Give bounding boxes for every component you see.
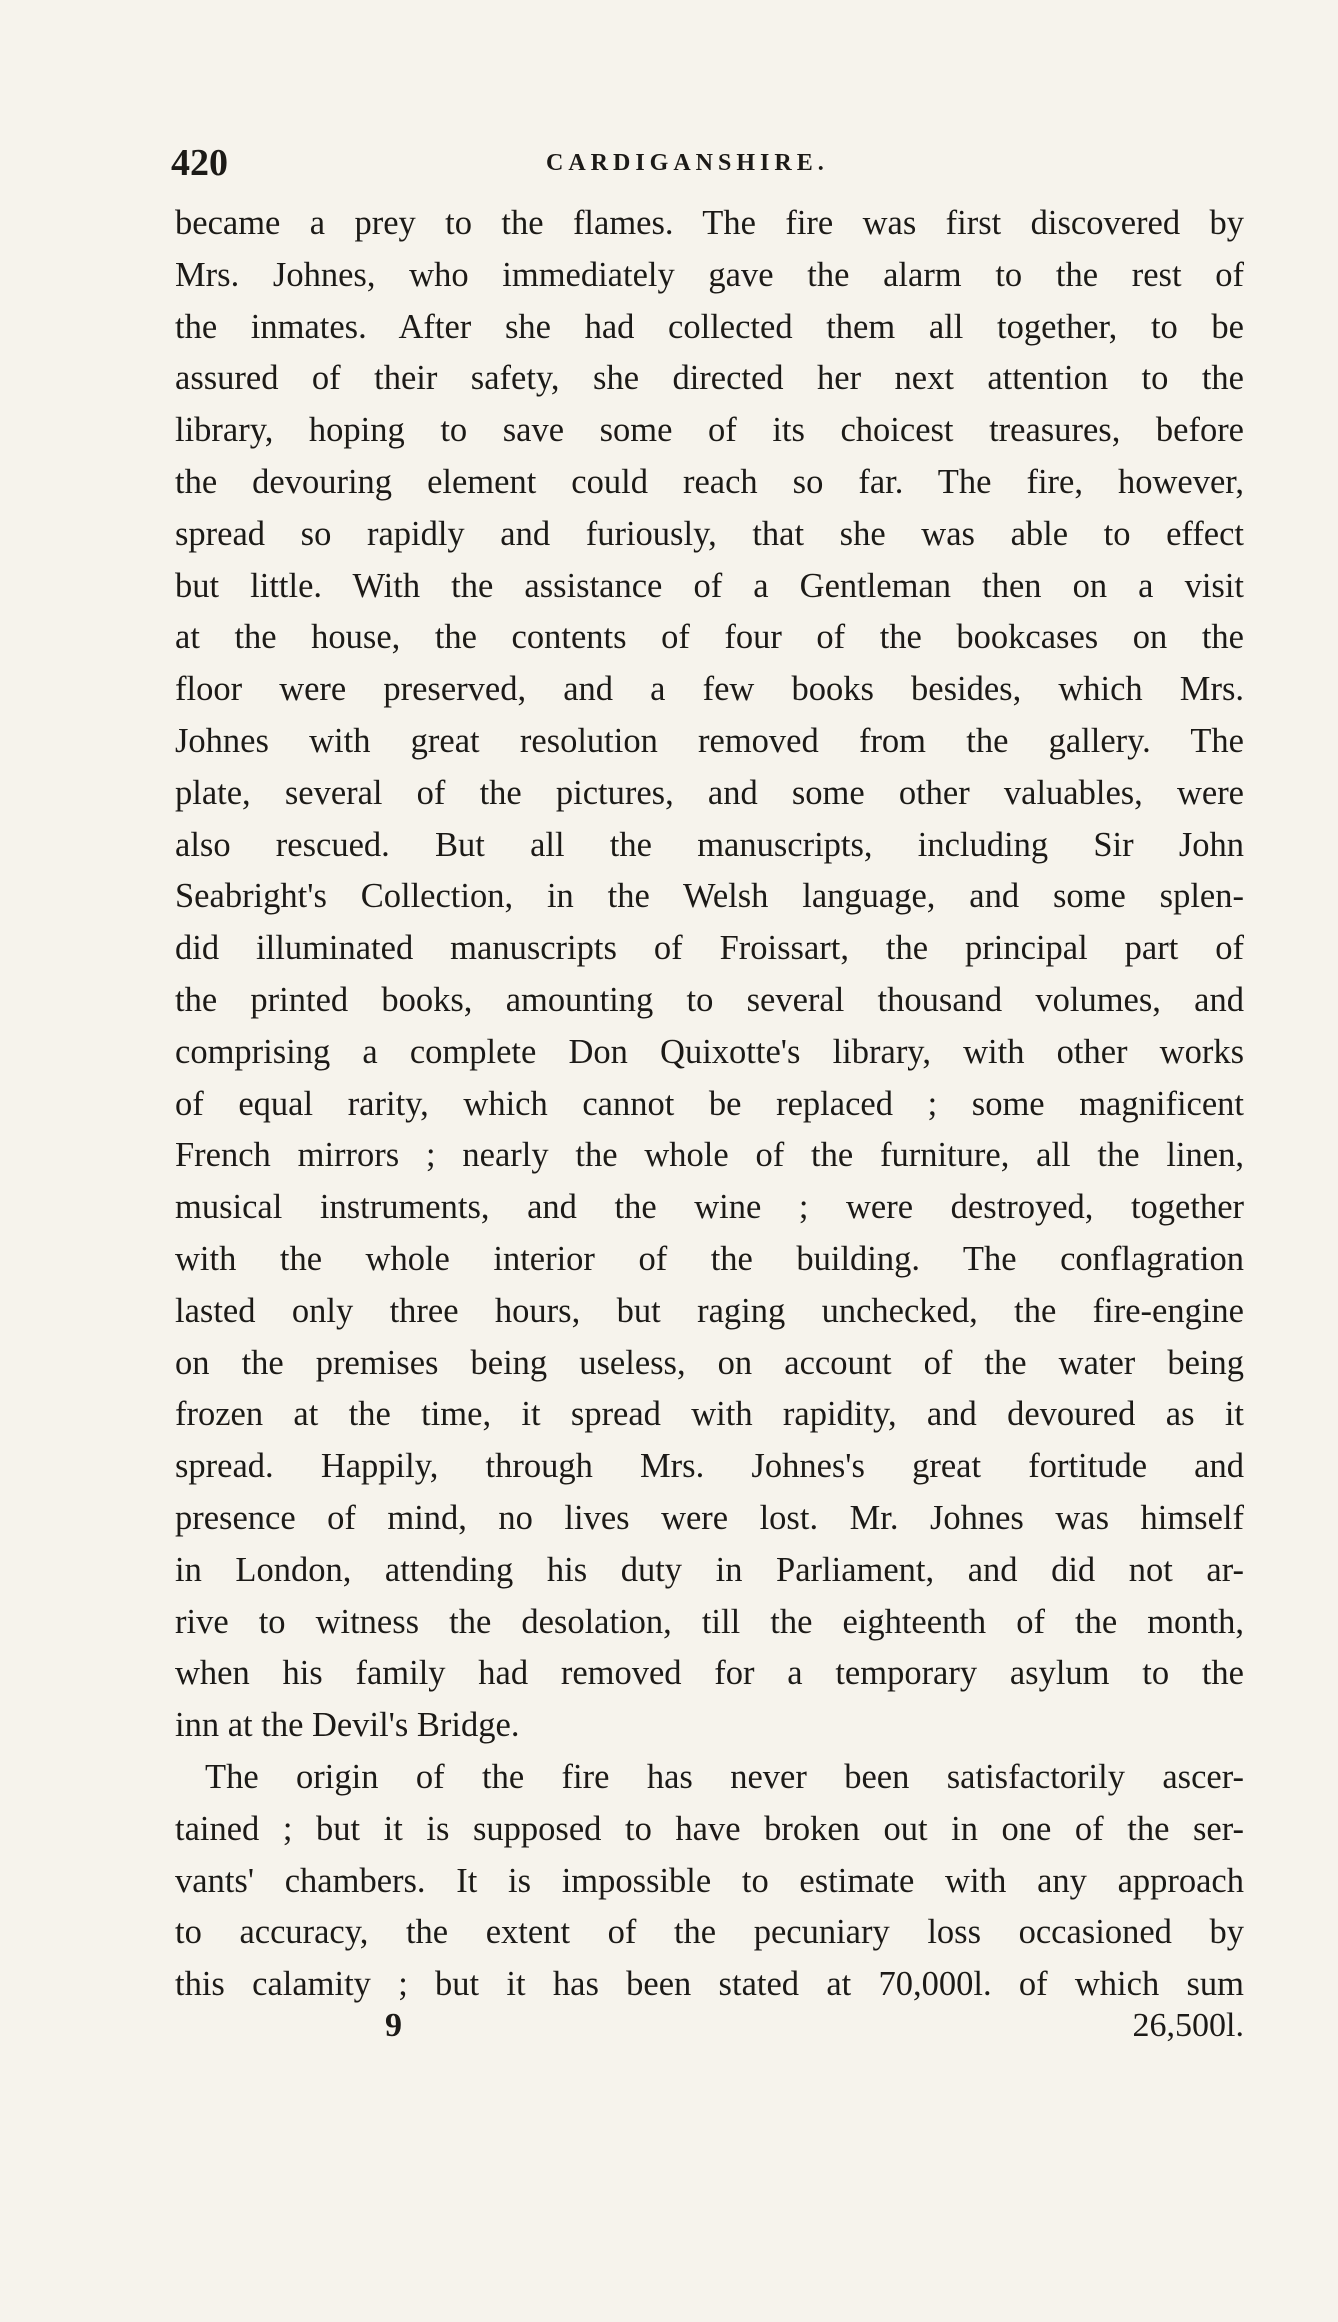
text-line: the printed books, amounting to several thousand volumes, and xyxy=(175,980,1244,1019)
text-line: spread. Happily, through Mrs. Johnes's great fortitude and xyxy=(175,1447,1244,1486)
page-number: 420 xyxy=(171,142,228,184)
text-line: rive to witness the desolation, till the eighteenth of the month, xyxy=(175,1602,1244,1641)
text-line: floor were preserved, and a few books besides, which Mrs. xyxy=(175,670,1244,709)
text-line: Johnes with great resolution removed from the gallery. The xyxy=(175,721,1244,760)
text-line: musical instruments, and the wine ; were destroyed, together xyxy=(175,1188,1244,1227)
text-line: the devouring element could reach so far. The fire, however, xyxy=(175,462,1244,501)
text-line: plate, several of the pictures, and some other valuables, were xyxy=(175,773,1244,812)
text-line: comprising a complete Don Quixotte's library, with other works xyxy=(175,1032,1244,1071)
text-line: assured of their safety, she directed her next attention to the xyxy=(175,359,1244,398)
text-line: vants' chambers. It is impossible to estimate with any approach xyxy=(175,1861,1244,1900)
text-line: tained ; but it is supposed to have broken out in one of the ser- xyxy=(175,1809,1244,1848)
text-line: inn at the Devil's Bridge. xyxy=(175,1706,520,1745)
text-line: lasted only three hours, but raging unchecked, the fire-engine xyxy=(175,1291,1244,1330)
text-line: became a prey to the flames. The fire was first discovered by xyxy=(175,204,1244,242)
body-text xyxy=(175,198,1244,2011)
text-line: with the whole interior of the building. The conflagration xyxy=(175,1239,1244,1278)
text-line: to accuracy, the extent of the pecuniary loss occasioned by xyxy=(175,1913,1244,1952)
text-line: frozen at the time, it spread with rapidity, and devoured as it xyxy=(175,1395,1244,1434)
text-line: but little. With the assistance of a Gentleman then on a visit xyxy=(175,566,1244,605)
page-footer xyxy=(175,2000,1244,2052)
text-line: the inmates. After she had collected them all together, to be xyxy=(175,307,1244,346)
text-line: this calamity ; but it has been stated at 70,000l. of which sum xyxy=(175,1965,1244,2004)
text-line: Seabright's Collection, in the Welsh language, and some splen- xyxy=(175,877,1244,916)
running-head: CARDIGANSHIRE. xyxy=(546,150,829,176)
text-line: also rescued. But all the manuscripts, including Sir John xyxy=(175,825,1244,864)
catchword: 26,500l. xyxy=(1132,2007,1244,2044)
text-line: at the house, the contents of four of the bookcases on the xyxy=(175,618,1244,657)
text-line: Mrs. Johnes, who immediately gave the alarm to the rest of xyxy=(175,255,1244,294)
text-line: on the premises being useless, on account of the water being xyxy=(175,1343,1244,1382)
text-line: The origin of the fire has never been satisfactorily ascer- xyxy=(205,1757,1244,1796)
page-header xyxy=(171,138,1241,188)
text-line: presence of mind, no lives were lost. Mr. Johnes was himself xyxy=(175,1498,1244,1537)
text-line: in London, attending his duty in Parliament, and did not ar- xyxy=(175,1550,1244,1589)
text-line: spread so rapidly and furiously, that she was able to effect xyxy=(175,514,1244,553)
text-line: did illuminated manuscripts of Froissart, the principal part of xyxy=(175,929,1244,968)
text-line: when his family had removed for a temporary asylum to the xyxy=(175,1654,1244,1693)
signature-mark: 9 xyxy=(385,2007,402,2044)
text-line: French mirrors ; nearly the whole of the furniture, all the linen, xyxy=(175,1136,1244,1175)
text-line: of equal rarity, which cannot be replaced ; some magnificent xyxy=(175,1084,1244,1123)
text-line: library, hoping to save some of its choicest treasures, before xyxy=(175,411,1244,450)
